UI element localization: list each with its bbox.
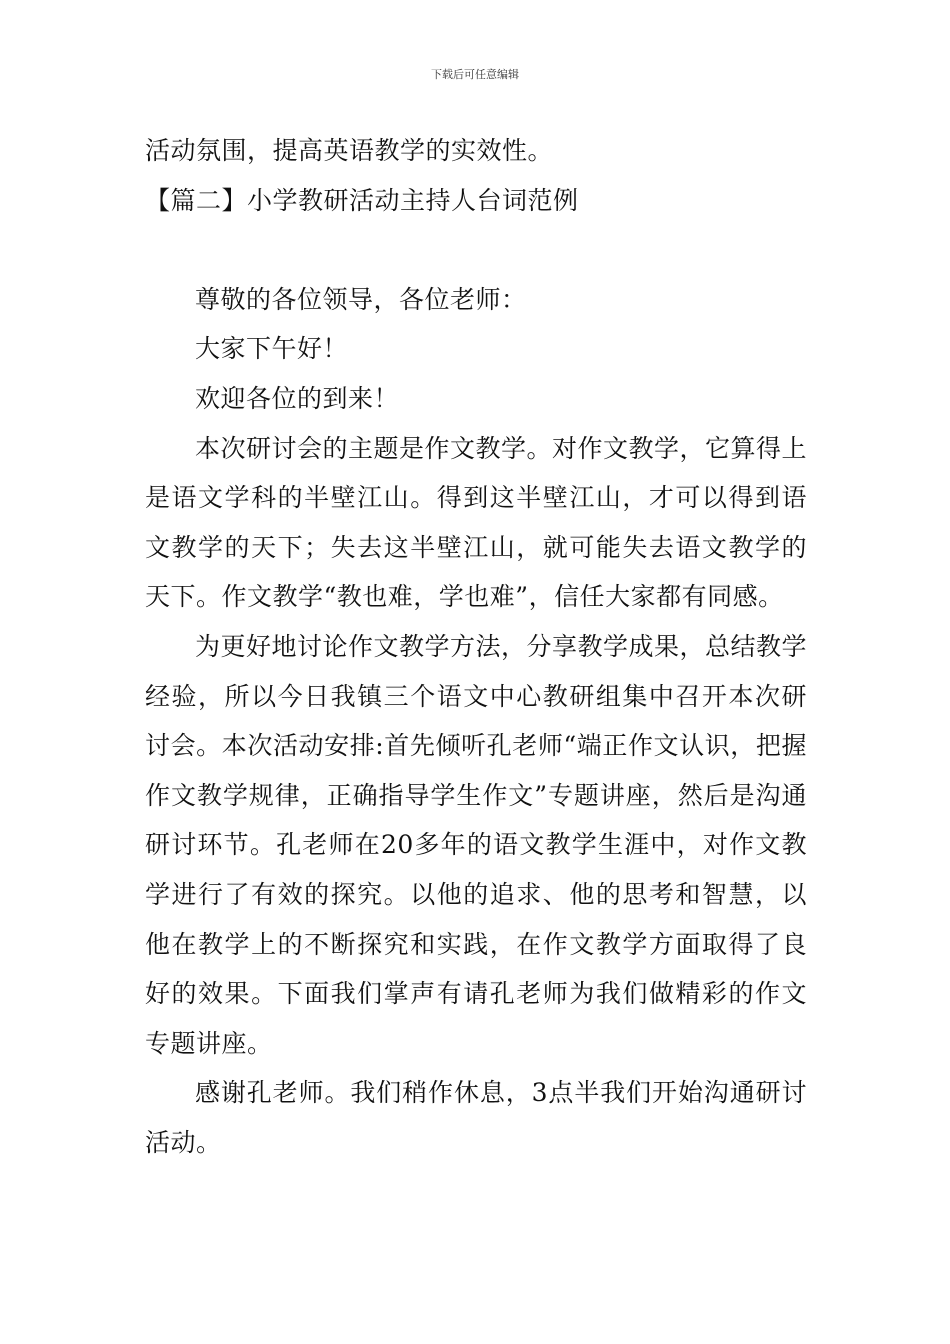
continuation-line: 活动氛围，提高英语教学的实效性。 bbox=[145, 136, 554, 165]
salutation-paragraph: 大家下午好！ bbox=[195, 334, 349, 364]
theme-paragraph: 本次研讨会的主题是作文教学。对作文教学，它算得上是语文学科的半壁江山。得到这半壁江山，才可以得到语文教学的天下；失去这半壁江山，就可能失去语文教学的天下。作文教学“教也难，学也难”，信任大家都有同感。 bbox=[145, 433, 808, 612]
greeting-paragraph: 尊敬的各位领导，各位老师： bbox=[195, 284, 527, 314]
page-header-note: 下载后可任意编辑 bbox=[431, 68, 519, 81]
section-heading: 【篇二】小学教研活动主持人台词范例 bbox=[145, 185, 579, 215]
blank-line bbox=[145, 225, 807, 275]
document-body bbox=[145, 126, 807, 1167]
welcome-paragraph: 欢迎各位的到来！ bbox=[195, 383, 400, 413]
closing-paragraph: 感谢孔老师。我们稍作休息，3点半我们开始沟通研讨活动。 bbox=[145, 1078, 807, 1157]
agenda-paragraph: 为更好地讨论作文教学方法，分享教学成果，总结教学经验，所以今日我镇三个语文中心教研组集中召开本次研讨会。本次活动安排:首先倾听孔老师“端正作文认识，把握作文教学规律，正确指导学生作文”专题讲座，然后是沟通研讨环节。孔老师在20多年的语文教学生涯中，对作文教学进行了有效的探究。以他的追求、他的思考和智慧，以他在教学上的不断探究和实践，在作文教学方面取得了良好的效果。下面我们掌声有请孔老师为我们做精彩的作文专题讲座。 bbox=[145, 631, 808, 1058]
